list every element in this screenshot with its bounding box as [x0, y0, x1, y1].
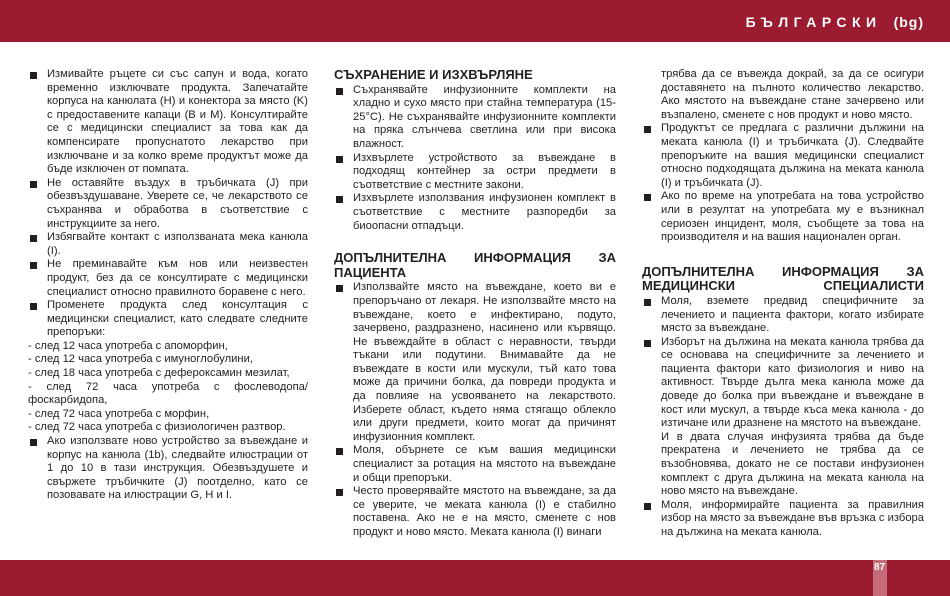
list-item: Моля, обърнете се към вашия медицински специалист за ротация на мястото на въвеждане и общи препоръки.: [334, 444, 616, 485]
list-item: Променете продукта след консултация с медицински специалист, като следвате следните препоръки:: [28, 299, 308, 340]
bullet-square-icon: [336, 156, 343, 163]
section-heading-storage: СЪХРАНЕНИЕ И ИЗХВЪРЛЯНЕ: [334, 67, 533, 82]
column-1: [28, 68, 308, 503]
list-item-continuation: трябва да се въвежда докрай, за да се осигури доставянето на пълното количество лекарство. Ако мястото на въвеждане стане зачервено или възпалено, сменете с нов продукт и ново място.: [661, 68, 924, 121]
list-item: Избягвайте контакт с използваната мека канюла (I).: [28, 231, 308, 258]
list-item: Изхвърлете използвания инфузионен комплект в съответствие с местните разпоредби за биоопасни отпадъци.: [334, 192, 616, 233]
bullet-square-icon: [30, 72, 37, 79]
column-3: [642, 68, 924, 540]
list-item: Измивайте ръцете си със сапун и вода, когато временно изключвате продукта. Запечатайте корпуса на канюлата (H) и конектора за място (K) с предоставените капаци (B и M). Консултирайте се с медицински специалист за това как да компенсирате пропуснатото лекарство при изключване и за колко време продуктът може да бъде изключен от помпата.: [28, 68, 308, 177]
bullet-square-icon: [30, 262, 37, 269]
section-heading-professionals: ДОПЪЛНИТЕЛНА ИНФОРМАЦИЯ ЗА МЕДИЦИНСКИ СПЕЦИАЛИСТИ: [642, 263, 924, 294]
bullet-square-icon: [644, 503, 651, 510]
language-name: БЪЛГАРСКИ: [745, 14, 882, 30]
list-item: Изхвърлете устройството за въвеждане в подходящ контейнер за остри предмети в съответствие с местните закони.: [334, 152, 616, 193]
list-item: Не преминавайте към нов или неизвестен продукт, без да се консултирате с медицински специалист относно правилното боравене с него.: [28, 258, 308, 299]
bullet-square-icon: [336, 196, 343, 203]
recommendation: - след 12 часа употреба с апоморфин,: [28, 339, 228, 352]
list-item: Продуктът се предлага с различни дължини на меката канюла (I) и тръбичката (J). Следвайте препоръките на вашия медицински специалист относно подходящата дължина на меката канюла (I) и тръбичката (J).: [642, 122, 924, 190]
bullet-square-icon: [30, 303, 37, 310]
list-item: Често проверявайте мястото на въвеждане, за да се уверите, че меката канюла (I) е стабилно поставена. Ако не е на място, сменете с нов продукт и ново място. Меката канюла (I) винаги: [334, 485, 616, 539]
bullet-square-icon: [644, 299, 651, 306]
list-item: Съхранявайте инфузионните комплекти на хладно и сухо място при стайна температура (15-25°C). Не съхранявайте инфузионните комплекти на пряка слънчева светлина или при висока влажност.: [334, 84, 616, 152]
recommendation: - след 12 часа употреба с имуноглобулини,: [28, 353, 253, 366]
recommendation: - след 72 часа употреба с морфин,: [28, 407, 210, 420]
language-title: [746, 14, 924, 30]
bullet-square-icon: [336, 88, 343, 95]
bullet-square-icon: [30, 235, 37, 242]
recommendation: - след 72 часа употреба с физиологичен разтвор.: [28, 421, 286, 434]
list-item: Моля, информирайте пациента за правилния избор на място за въвеждане във връзка с избора на дължина на меката канюла.: [642, 499, 924, 540]
bullet-square-icon: [336, 285, 343, 292]
list-item: Ако използвате ново устройство за въвеждане и корпус на канюла (1b), следвайте илюстрации от 1 до 10 в тази инструкция. Обезвъздушете и свържете тръбичките (J) поотделно, като се позовавате на илюстрации G, H и I.: [28, 435, 308, 503]
list-item: Моля, вземете предвид специфичните за лечението и пациента фактори, когато избирате място за въвеждане.: [642, 295, 924, 336]
column-2: [334, 68, 616, 540]
recommendation: - след 72 часа употреба с фослеводопа/ фоскарбидопа,: [28, 380, 308, 407]
bullet-square-icon: [336, 489, 343, 496]
list-item: Използвайте място на въвеждане, което ви е препоръчано от лекаря. Не използвайте място на въвеждане, което е инфектирано, подуто, зачервено, раздразнено, насинено или кървящо. Не въвеждайте в област с неравности, твърди тъкани или подутини. Внимавайте да не въвеждате в кости или мускули, тъй като това може да причини болка, да повреди продукта и да повлияе на усвояването на лекарството. Изберете област, където няма стягащо облекло или други предмети, които могат да причинят инфузионния комплект.: [334, 281, 616, 444]
recommendations-list: [28, 340, 308, 435]
language-code: (bg): [893, 14, 924, 30]
bullet-square-icon: [644, 340, 651, 347]
bullet-square-icon: [644, 194, 651, 201]
recommendation: - след 18 часа употреба с дефероксамин мезилат,: [28, 367, 290, 380]
page-number-tab: [873, 560, 887, 596]
bullet-square-icon: [644, 126, 651, 133]
section-heading-patient-info: ДОПЪЛНИТЕЛНА ИНФОРМАЦИЯ ЗА ПАЦИЕНТА: [334, 250, 616, 280]
bullet-square-icon: [336, 448, 343, 455]
list-item: Ако по време на употребата на това устройство или в резултат на употребата му е възникнал сериозен инцидент, моля, съобщете за това на производителя и на вашия национален орган.: [642, 190, 924, 244]
page-number: 87: [874, 562, 886, 573]
list-item: Изборът на дължина на меката канюла трябва да се основава на специфичните за лечението и пациента фактори като физиология и ниво на активност. Твърде дълга мека канюла може да доведе до болка при въвеждане и въвеждане в кост или мускул, а твърде къса мека канюла - до изтичане или дразнене на мястото на въвеждане. И в двата случая инфузията трябва да бъде прекратена и лечението не трябва да се възобновява, докато не се постави инфузионен комплект с друга дължина на меката канюла на ново място на въвеждане.: [642, 336, 924, 499]
bullet-square-icon: [30, 439, 37, 446]
header-bar: [0, 0, 950, 42]
bullet-square-icon: [30, 181, 37, 188]
list-item: Не оставяйте въздух в тръбичката (J) при обезвъздушаване. Уверете се, че лекарството се съхранява и обработва в съответствие с инструкциите за него.: [28, 177, 308, 231]
footer-bar: [0, 560, 950, 596]
